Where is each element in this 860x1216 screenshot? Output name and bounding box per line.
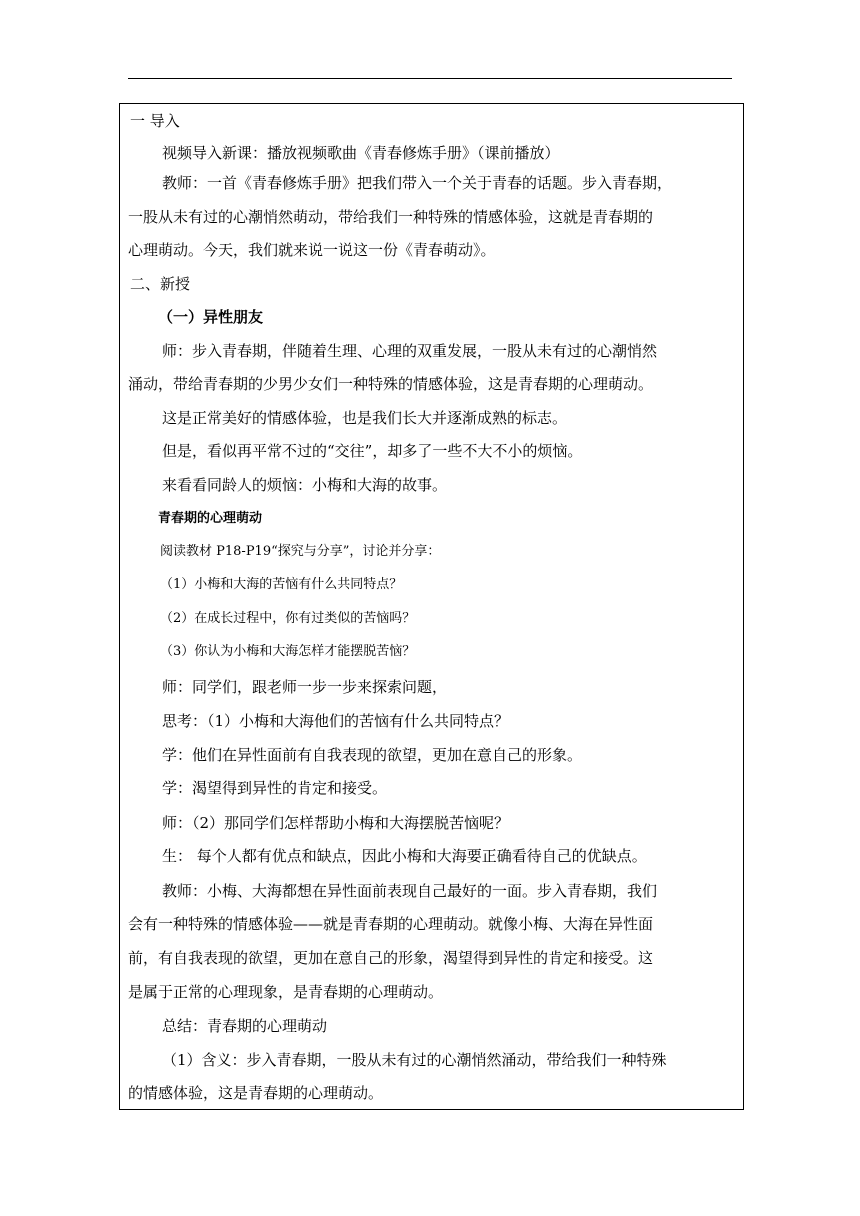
paragraph-line: 来看看同龄人的烦恼：小梅和大海的故事。 [162,476,448,494]
slide-line: 阅读教材 P18-P19“探究与分享”，讨论并分享： [160,544,441,559]
slide-question: （2）在成长过程中，你有过类似的苦恼吗？ [160,611,416,626]
paragraph-line: 是属于正常的心理现象，是青春期的心理萌动。 [128,983,444,1001]
paragraph-line: 前，有自我表现的欲望，更加在意自己的形象，渴望得到异性的肯定和接受。这 [128,949,654,967]
paragraph-line: 视频导入新课：播放视频歌曲《青春修炼手册》（课前播放） [162,144,560,162]
section-heading-new: 二、新授 [130,275,191,293]
paragraph-line: 会有一种特殊的情感体验——就是青春期的心理萌动。就像小梅、大海在异性面 [128,915,654,933]
paragraph-line: 思考：（1）小梅和大海他们的苦恼有什么共同特点？ [162,712,510,730]
paragraph-line: 学：渴望得到异性的肯定和接受。 [162,779,388,797]
slide-question: （1）小梅和大海的苦恼有什么共同特点？ [160,577,403,592]
paragraph-line: 师：同学们，跟老师一步一步来探索问题， [162,678,448,696]
paragraph-line: 师：（2）那同学们怎样帮助小梅和大海摆脱苦恼呢？ [162,814,510,832]
slide-question: （3）你认为小梅和大海怎样才能摆脱苦恼？ [160,644,416,659]
subsection-heading: （一）异性朋友 [158,308,264,326]
paragraph-line: 涌动，带给青春期的少男少女们一种特殊的情感体验，这是青春期的心理萌动。 [128,375,654,393]
paragraph-line: 生： 每个人都有优点和缺点，因此小梅和大海要正确看待自己的优缺点。 [162,847,647,865]
paragraph-line: 教师：小梅、大海都想在异性面前表现自己最好的一面。步入青春期，我们 [162,882,658,900]
slide-title: 青春期的心理萌动 [158,511,263,526]
paragraph-line: 但是，看似再平常不过的“交往”，却多了一些不大不小的烦恼。 [162,442,583,460]
header-rule [128,78,732,79]
paragraph-line: 总结：青春期的心理萌动 [162,1017,328,1035]
paragraph-line: 的情感体验，这是青春期的心理萌动。 [128,1084,384,1102]
paragraph-line: 教师：一首《青春修炼手册》把我们带入一个关于青春的话题。步入青春期， [162,174,673,192]
paragraph-line: 学：他们在异性面前有自我表现的欲望，更加在意自己的形象。 [162,746,583,764]
paragraph-line: 这是正常美好的情感体验，也是我们长大并逐渐成熟的标志。 [162,409,568,427]
paragraph-line: 师：步入青春期，伴随着生理、心理的双重发展，一股从未有过的心潮悄然 [162,342,658,360]
paragraph-line: 一股从未有过的心潮悄然萌动，带给我们一种特殊的情感体验，这就是青春期的 [128,208,654,226]
section-heading-intro: 一 导入 [130,112,180,130]
paragraph-line: （1）含义：步入青春期，一股从未有过的心潮悄然涌动，带给我们一种特殊 [162,1051,667,1069]
paragraph-line: 心理萌动。今天，我们就来说一说这一份《青春萌动》。 [128,241,496,259]
